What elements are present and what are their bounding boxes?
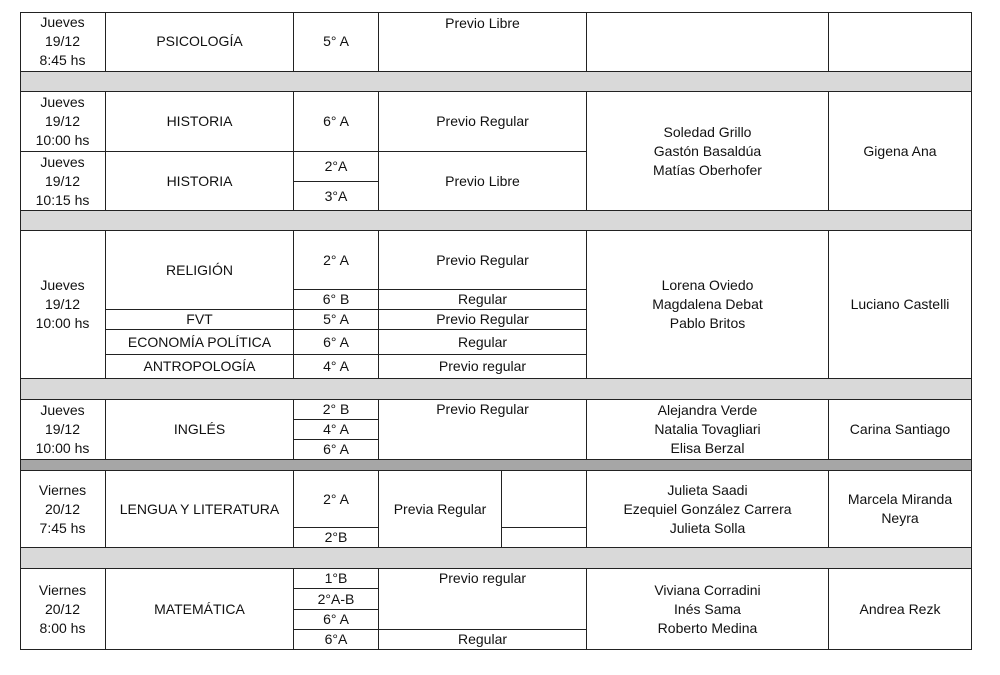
subject-cell: LENGUA Y LITERATURA bbox=[106, 471, 294, 548]
teachers-cell: Viviana Corradini Inés Sama Roberto Medina bbox=[587, 569, 829, 650]
observer-cell: Carina Santiago bbox=[829, 400, 972, 460]
teachers-cell: Lorena Oviedo Magdalena Debat Pablo Britos bbox=[587, 231, 829, 379]
observer-cell: Luciano Castelli bbox=[829, 231, 972, 379]
subject-cell: ECONOMÍA POLÍTICA bbox=[106, 330, 294, 355]
subject-cell: INGLÉS bbox=[106, 400, 294, 460]
exam-type-cell: Previo regular bbox=[379, 355, 587, 379]
observer-cell: Gigena Ana bbox=[829, 92, 972, 211]
subject-cell: ANTROPOLOGÍA bbox=[106, 355, 294, 379]
course-cell: 2° B bbox=[294, 400, 379, 420]
course-cell: 6° A bbox=[294, 330, 379, 355]
subject-cell: HISTORIA bbox=[106, 92, 294, 152]
exam-type-cell: Previo Libre bbox=[379, 152, 587, 211]
course-cell: 2° A bbox=[294, 231, 379, 290]
date-cell: Jueves 19/12 10:00 hs bbox=[20, 231, 106, 379]
course-cell: 3°A bbox=[294, 182, 379, 211]
subject-cell: FVT bbox=[106, 310, 294, 330]
teachers-cell bbox=[587, 12, 829, 72]
date-cell: Viernes 20/12 8:00 hs bbox=[20, 569, 106, 650]
course-cell: 1°B bbox=[294, 569, 379, 589]
subject-cell: MATEMÁTICA bbox=[106, 569, 294, 650]
teachers-cell: Alejandra Verde Natalia Tovagliari Elisa Berzal bbox=[587, 400, 829, 460]
date-cell: Jueves 19/12 10:00 hs bbox=[20, 400, 106, 460]
course-cell: 4° A bbox=[294, 355, 379, 379]
empty-cell bbox=[502, 528, 587, 548]
date-cell: Jueves 19/12 10:15 hs bbox=[20, 152, 106, 211]
subject-cell: RELIGIÓN bbox=[106, 231, 294, 310]
course-cell: 6° A bbox=[294, 440, 379, 460]
teachers-cell: Soledad Grillo Gastón Basaldúa Matías Oberhofer bbox=[587, 92, 829, 211]
exam-schedule-table bbox=[20, 12, 972, 650]
exam-type-cell: Previo Regular bbox=[379, 231, 587, 290]
exam-type-cell: Previo Libre bbox=[379, 12, 587, 72]
course-cell: 6°A bbox=[294, 630, 379, 650]
course-cell: 6° A bbox=[294, 610, 379, 630]
exam-type-cell: Regular bbox=[379, 290, 587, 310]
exam-type-cell: Previo Regular bbox=[379, 310, 587, 330]
date-cell: Viernes 20/12 7:45 hs bbox=[20, 471, 106, 548]
separator-row bbox=[20, 72, 972, 92]
teachers-cell: Julieta Saadi Ezequiel González Carrera Julieta Solla bbox=[587, 471, 829, 548]
observer-cell bbox=[829, 12, 972, 72]
observer-cell: Marcela Miranda Neyra bbox=[829, 471, 972, 548]
exam-type-cell: Previa Regular bbox=[379, 471, 502, 548]
exam-type-cell: Previo Regular bbox=[379, 400, 587, 460]
course-cell: 6° A bbox=[294, 92, 379, 152]
course-cell: 4° A bbox=[294, 420, 379, 440]
course-cell: 2° A bbox=[294, 471, 379, 528]
separator-row bbox=[20, 548, 972, 569]
empty-cell bbox=[502, 471, 587, 528]
exam-type-cell: Previo regular bbox=[379, 569, 587, 630]
subject-cell: PSICOLOGÍA bbox=[106, 12, 294, 72]
subject-cell: HISTORIA bbox=[106, 152, 294, 211]
date-cell: Jueves 19/12 10:00 hs bbox=[20, 92, 106, 152]
exam-type-cell: Regular bbox=[379, 330, 587, 355]
course-cell: 5° A bbox=[294, 12, 379, 72]
date-cell: Jueves 19/12 8:45 hs bbox=[20, 12, 106, 72]
course-cell: 2°B bbox=[294, 528, 379, 548]
course-cell: 2°A-B bbox=[294, 589, 379, 610]
exam-type-cell: Regular bbox=[379, 630, 587, 650]
course-cell: 2°A bbox=[294, 152, 379, 182]
observer-cell: Andrea Rezk bbox=[829, 569, 972, 650]
separator-row bbox=[20, 379, 972, 400]
course-cell: 5° A bbox=[294, 310, 379, 330]
separator-row bbox=[20, 211, 972, 231]
course-cell: 6° B bbox=[294, 290, 379, 310]
exam-type-cell: Previo Regular bbox=[379, 92, 587, 152]
separator-row bbox=[20, 460, 972, 471]
